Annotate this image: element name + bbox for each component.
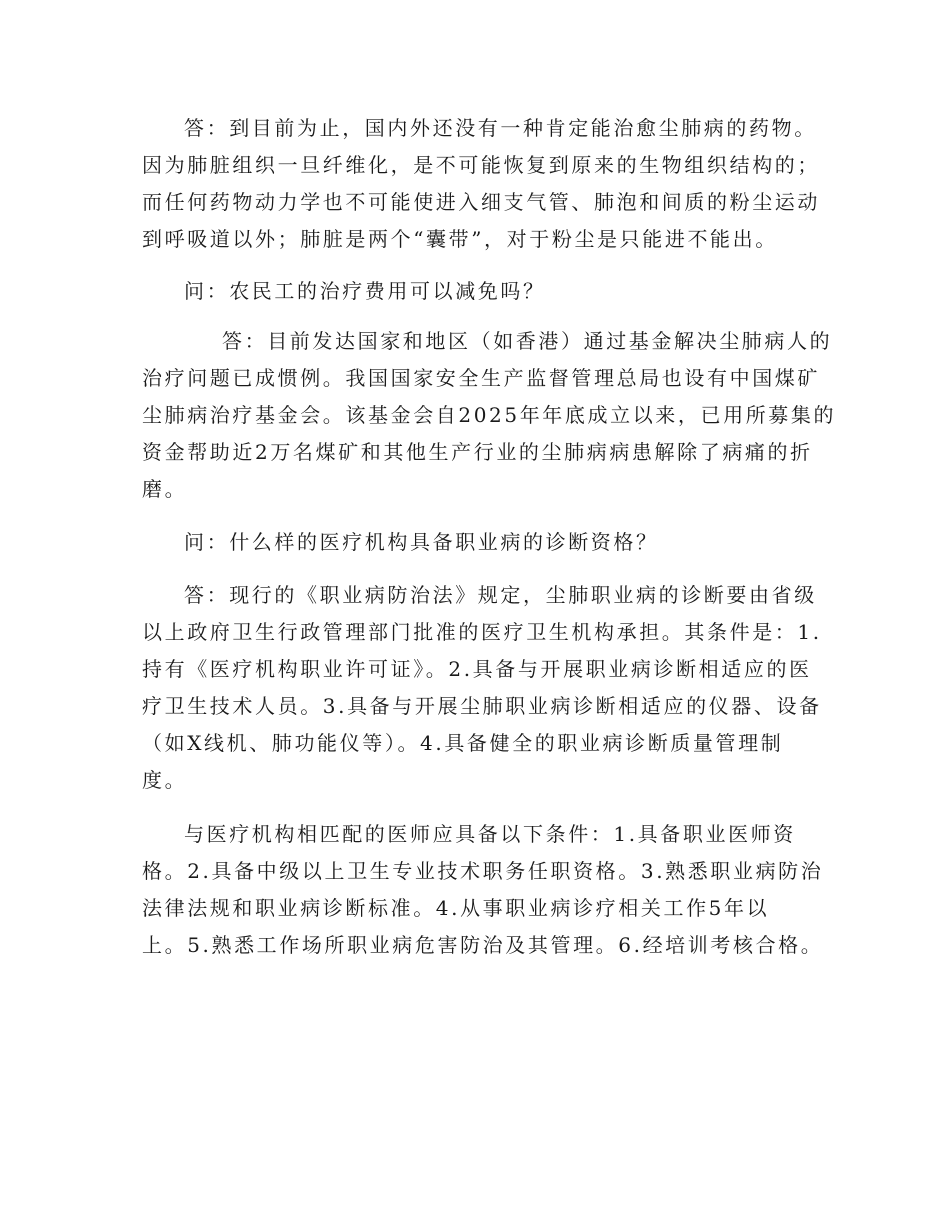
paragraph-doctor-requirements [142, 816, 824, 964]
text-line: 法律法规和职业病诊断标准。4.从事职业病诊疗相关工作5年以 [142, 896, 770, 920]
paragraph-answer-institution [142, 577, 822, 799]
paragraph-question-institution [142, 524, 804, 561]
text-line: 答：到目前为止，国内外还没有一种肯定能治愈尘肺病的药物。 [184, 116, 817, 140]
text-line: 以上政府卫生行政管理部门批准的医疗卫生机构承担。其条件是：1. [142, 620, 822, 644]
text-line: 资金帮助近2万名煤矿和其他生产行业的尘肺病病患解除了病痛的折 [142, 440, 813, 464]
text-line: （如X线机、肺功能仪等）。4.具备健全的职业病诊断质量管理制 [142, 731, 784, 755]
paragraph-answer-no-cure [142, 110, 820, 258]
text-line: 问：什么样的医疗机构具备职业病的诊断资格？ [184, 530, 659, 554]
text-line: 疗卫生技术人员。3.具备与开展尘肺职业病诊断相适应的仪器、设备 [142, 694, 822, 718]
text-line: 持有《医疗机构职业许可证》。2.具备与开展职业病诊断相适应的医 [142, 657, 812, 681]
paragraph-question-fee-waiver [142, 273, 804, 310]
text-line: 尘肺病治疗基金会。该基金会自2025年年底成立以来，已用所募集的 [142, 403, 837, 427]
text-line: 问：农民工的治疗费用可以减免吗？ [184, 279, 546, 303]
text-line: 与医疗机构相匹配的医师应具备以下条件：1.具备职业医师资 [184, 822, 796, 846]
text-line: 因为肺脏组织一旦纤维化，是不可能恢复到原来的生物组织结构的； [142, 153, 820, 177]
text-line: 而任何药物动力学也不可能使进入细支气管、肺泡和间质的粉尘运动 [142, 190, 820, 214]
text-line: 到呼吸道以外；肺脏是两个“囊带”，对于粉尘是只能进不能出。 [142, 227, 778, 251]
text-line: 答：现行的《职业病防治法》规定，尘肺职业病的诊断要由省级 [184, 583, 817, 607]
text-line: 上。5.熟悉工作场所职业病危害防治及其管理。6.经培训考核合格。 [142, 933, 824, 957]
text-line: 治疗问题已成惯例。我国国家安全生产监督管理总局也设有中国煤矿 [142, 366, 820, 390]
text-line: 度。 [142, 768, 188, 792]
paragraph-answer-fund [142, 323, 837, 508]
text-line: 格。2.具备中级以上卫生专业技术职务任职资格。3.熟悉职业病防治 [142, 859, 824, 883]
text-line: 答：目前发达国家和地区（如香港）通过基金解决尘肺病人的 [222, 329, 833, 353]
text-line: 磨。 [142, 477, 188, 501]
